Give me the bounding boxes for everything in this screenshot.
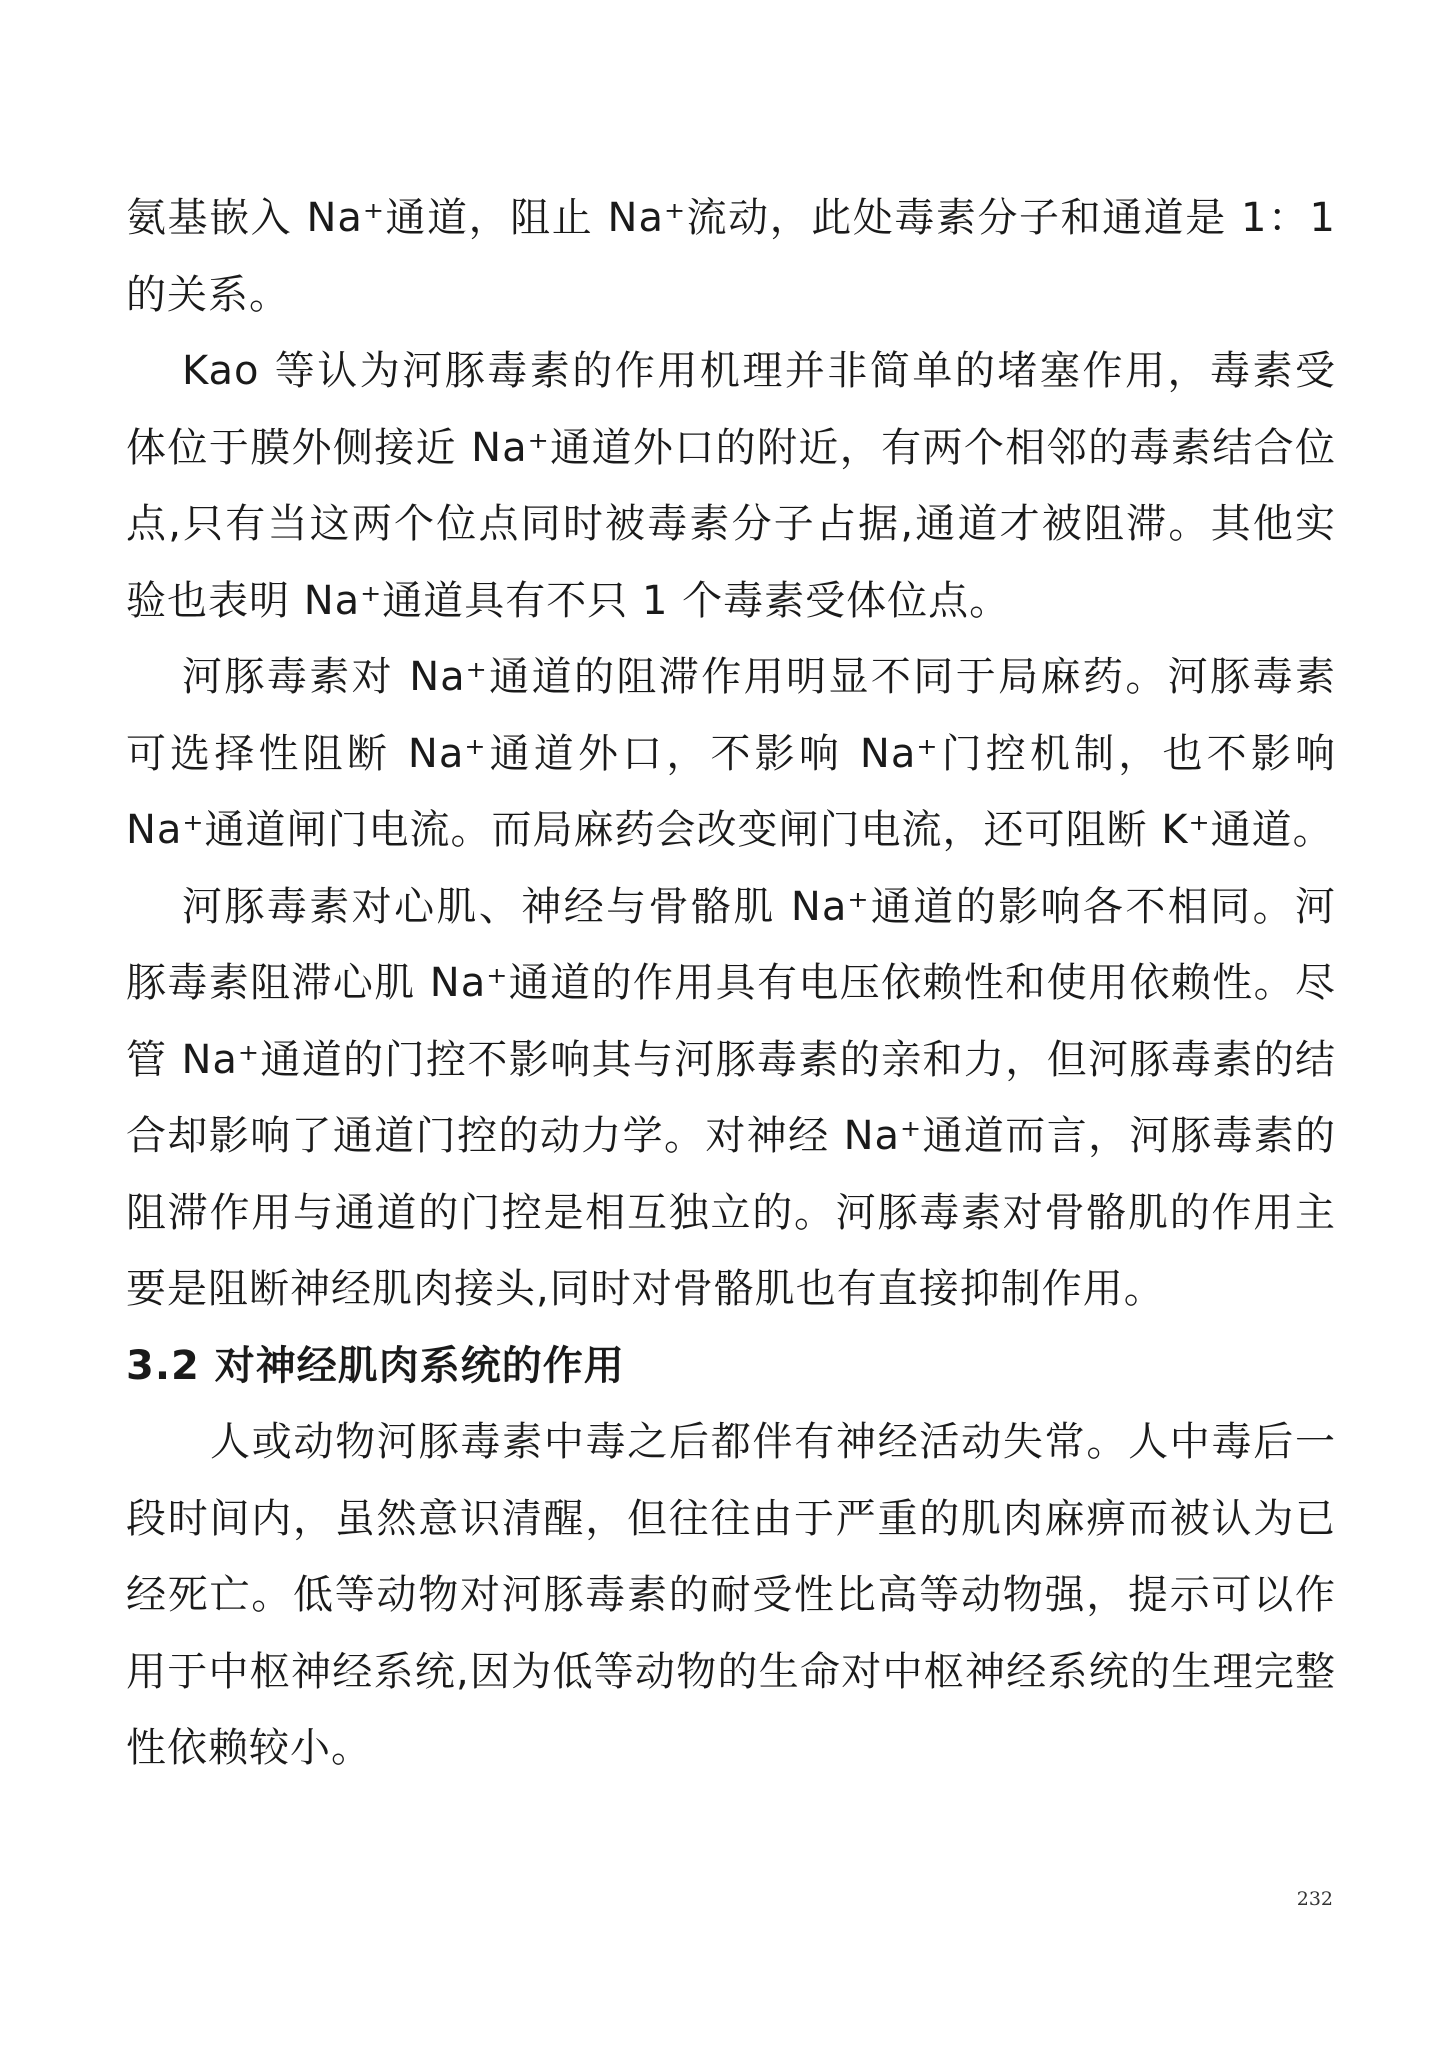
paragraph-continuation: 氨基嵌入 Na⁺通道，阻止 Na⁺流动，此处毒素分子和通道是 1：1 的关系。 bbox=[126, 195, 1336, 318]
section-heading: 3.2 对神经肌肉系统的作用 bbox=[126, 1342, 625, 1389]
paragraph-anesthetic-comparison: 河豚毒素对 Na⁺通道的阻滞作用明显不同于局麻药。河豚毒素可选择性阻断 Na⁺通道外口，不影响 Na⁺门控机制，也不影响 Na⁺通道闸门电流。而局麻药会改变闸门电流，还可阻断 K⁺通道。 bbox=[126, 654, 1336, 853]
paragraph-tissue-effects: 河豚毒素对心肌、神经与骨骼肌 Na⁺通道的影响各不相同。河豚毒素阻滞心肌 Na⁺通道的作用具有电压依赖性和使用依赖性。尽管 Na⁺通道的门控不影响其与河豚毒素的亲和力，但河豚毒素的结合却影响了通道门控的动力学。对神经 Na⁺通道而言，河豚毒素的阻滞作用与通道的门控是相互独立的。河豚毒素对骨骼肌的作用主要是阻断神经肌肉接头,同时对骨骼肌也有直接抑制作用。 bbox=[126, 883, 1336, 1312]
paragraph-kao-mechanism: Kao 等认为河豚毒素的作用机理并非简单的堵塞作用，毒素受体位于膜外侧接近 Na⁺通道外口的附近，有两个相邻的毒素结合位点,只有当这两个位点同时被毒素分子占据,通道才被阻滞。其他实验也表明 Na⁺通道具有不只 1 个毒素受体位点。 bbox=[126, 348, 1336, 624]
paragraph-neuromuscular: 人或动物河豚毒素中毒之后都伴有神经活动失常。人中毒后一段时间内，虽然意识清醒，但往往由于严重的肌肉麻痹而被认为已经死亡。低等动物对河豚毒素的耐受性比高等动物强，提示可以作用于中枢神经系统,因为低等动物的生命对中枢神经系统的生理完整性依赖较小。 bbox=[126, 1419, 1336, 1771]
document-body bbox=[126, 180, 1336, 1787]
page-number: 232 bbox=[1296, 1888, 1333, 1910]
